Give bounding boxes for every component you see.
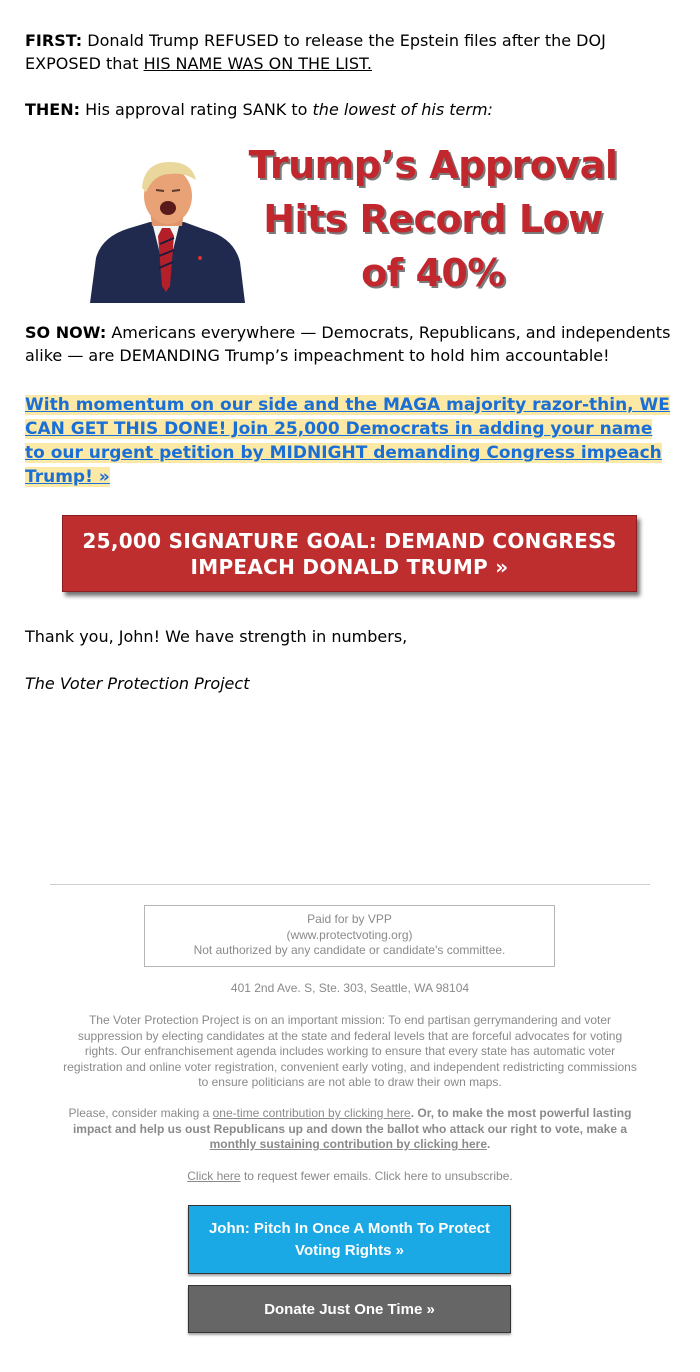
so-now-text: Americans everywhere — Democrats, Republicans, and independents alike — are DEMANDING Trump’s impeachment to hold him accountable! [25, 323, 671, 365]
headline-line-3: of 40% [361, 251, 505, 295]
paid-open-paren: ( [286, 927, 291, 942]
petition-paragraph [25, 393, 673, 489]
fewer-emails-text: to request fewer emails. Click here to unsubscribe. [240, 1169, 513, 1183]
footer-divider [50, 884, 650, 885]
please-pre: Please, consider making a [68, 1106, 213, 1120]
his-name-link[interactable]: HIS NAME WAS ON THE LIST. [143, 54, 372, 73]
approval-hero-image[interactable] [88, 138, 628, 305]
paid-close-paren: ) [408, 927, 413, 942]
paid-line-3: Not authorized by any candidate or candidate's committee. [193, 943, 506, 957]
headline-line-2: Hits Record Low [263, 197, 603, 241]
monthly-contribution-link[interactable]: monthly sustaining contribution by clicking here [209, 1137, 487, 1151]
cta-line-1: 25,000 SIGNATURE GOAL: DEMAND CONGRESS [82, 528, 617, 553]
signature-text: The Voter Protection Project [25, 674, 250, 693]
so-now-label: SO NOW: [25, 323, 107, 342]
intro-first-paragraph [25, 29, 673, 75]
trump-photo-icon [88, 158, 245, 303]
fewer-emails-link[interactable]: Click here [187, 1169, 241, 1183]
paid-line-1: Paid for by VPP [307, 912, 392, 926]
petition-link[interactable]: With momentum on our side and the MAGA majority razor-thin, WE CAN GET THIS DONE! Join 25,000 Democrats in adding your name to our urgent petition by MIDNIGHT demanding Congress impeach Trump! » [25, 395, 670, 487]
then-label: THEN: [25, 100, 81, 119]
first-label: FIRST: [25, 31, 83, 50]
then-italic: the lowest of his term: [312, 100, 493, 119]
monthly-button-line-1: John: Pitch In Once A Month To Protect [208, 1219, 491, 1237]
then-text: His approval rating SANK to [80, 100, 313, 119]
website-link[interactable]: www.protectvoting.org [290, 927, 409, 942]
cta-line-2: IMPEACH DONALD TRUMP » [190, 554, 509, 579]
headline-line-1: Trump’s Approval [248, 143, 618, 187]
thanks-text: Thank you, John! We have strength in numbers, [25, 627, 408, 646]
one-time-donate-button[interactable]: Donate Just One Time » [188, 1285, 511, 1333]
mission-statement: The Voter Protection Project is on an important mission: To end partisan gerrymandering and voter suppression by electing candidates at the state and federal levels that are forceful advocates for voting rights. Our enfranchisement agenda includes working to ensure that every state has automatic voter registration and online voter registration, convenient early voting, and independent redistricting commissions to ensure politicians are not able to draw their own maps. [63, 1013, 637, 1089]
first-text: Donald Trump REFUSED to release the Epstein files after the DOJ EXPOSED that [25, 31, 606, 73]
please-end: . [487, 1137, 491, 1151]
approval-headline [238, 138, 628, 300]
one-time-contribution-link[interactable]: one-time contribution by clicking here [212, 1106, 411, 1120]
so-now-paragraph [25, 321, 673, 367]
intro-then-paragraph [25, 98, 493, 121]
paid-line-2 [145, 928, 554, 944]
mailing-address: 401 2nd Ave. S, Ste. 303, Seattle, WA 98104 [230, 981, 470, 995]
please-mid: . Or, to make the most powerful lasting impact and help us oust Republicans up and down the ballot who attack our right to vote, make a [72, 1106, 632, 1136]
contribution-paragraph [60, 1106, 640, 1153]
monthly-button-line-2: Voting Rights » [295, 1241, 404, 1259]
paid-for-box [144, 905, 555, 967]
monthly-donate-button[interactable] [188, 1205, 511, 1274]
email-preferences [50, 1169, 650, 1185]
signature-goal-button[interactable] [62, 515, 637, 592]
